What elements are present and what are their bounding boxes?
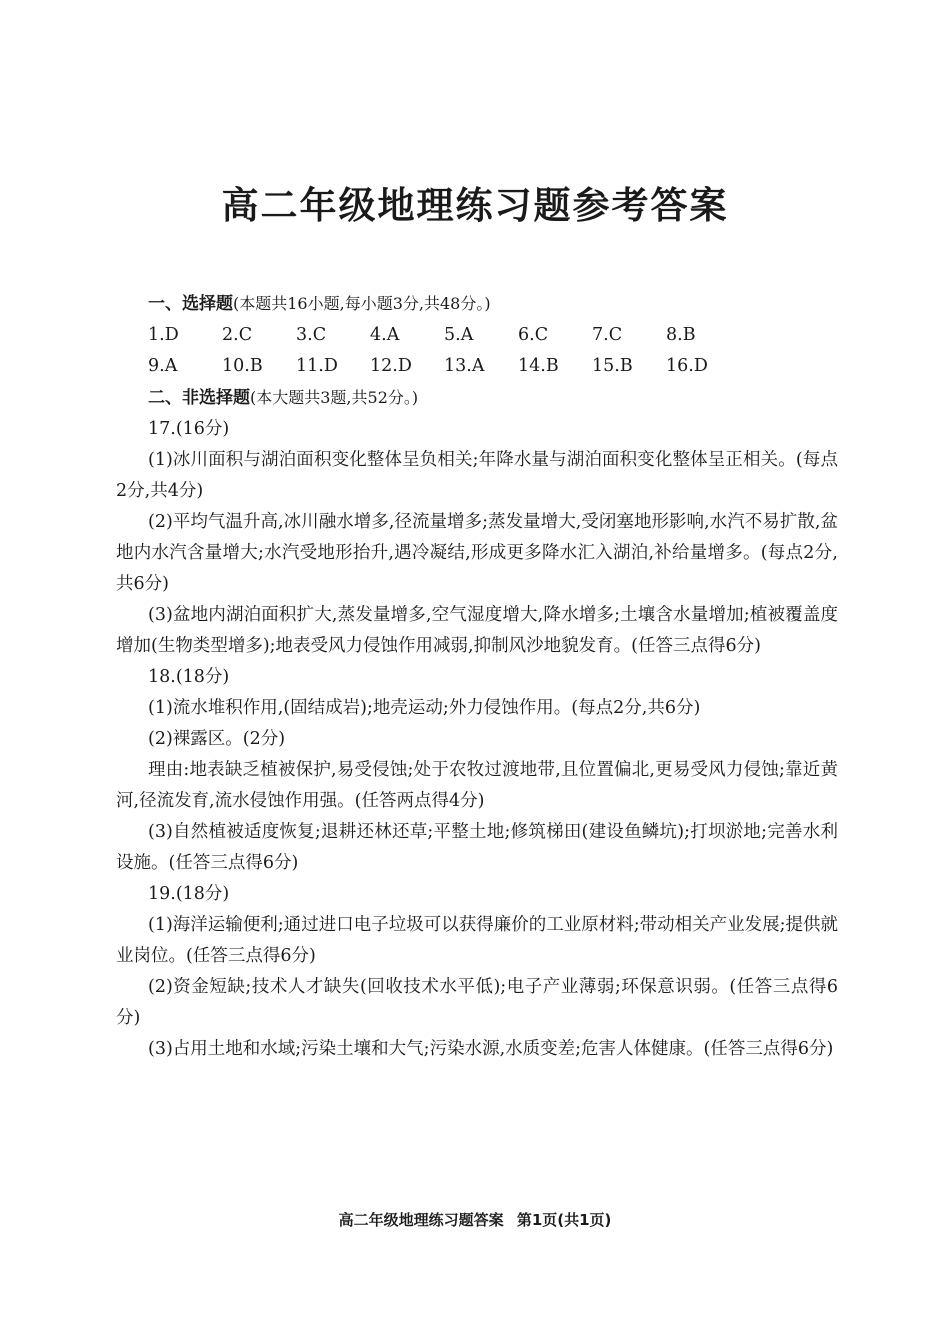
answer-content	[116, 288, 838, 1065]
choice-answer: 3.C	[296, 325, 327, 345]
section2-header	[116, 382, 838, 414]
section2-note: (本大题共3题,共52分。)	[250, 388, 419, 407]
choice-answer: 16.D	[666, 356, 708, 376]
section1-header	[116, 288, 838, 320]
choice-row-2	[116, 351, 838, 382]
q18-answer-1: (1)流水堆积作用,(固结成岩);地壳运动;外力侵蚀作用。(每点2分,共6分)	[148, 698, 701, 718]
page-title: 高二年级地理练习题参考答案	[221, 184, 729, 227]
q17-label: 17.(16分)	[148, 419, 230, 439]
choice-answer: 6.C	[518, 325, 549, 345]
choice-row-1	[116, 320, 838, 351]
choice-answer: 8.B	[666, 325, 696, 345]
choice-answer: 1.D	[148, 325, 179, 345]
q18-label: 18.(18分)	[148, 667, 230, 687]
section2-heading: 二、非选择题	[148, 388, 250, 408]
q18-reason: 理由:地表缺乏植被保护,易受侵蚀;处于农牧过渡地带,且位置偏北,更易受风力侵蚀;靠近黄河,径流发育,流水侵蚀作用强。(任答两点得4分)	[116, 760, 838, 811]
choice-answer: 4.A	[370, 325, 400, 345]
q17-answer-3: (3)盆地内湖泊面积扩大,蒸发量增多,空气湿度增大,降水增多;土壤含水量增加;植被覆盖度增加(生物类型增多);地表受风力侵蚀作用减弱,抑制风沙地貌发育。(任答三点得6分)	[116, 605, 838, 656]
choice-answer: 14.B	[518, 356, 559, 376]
choice-answer: 12.D	[370, 356, 412, 376]
q19-answer-1: (1)海洋运输便利;通过进口电子垃圾可以获得廉价的工业原材料;带动相关产业发展;提供就业岗位。(任答三点得6分)	[116, 915, 838, 966]
page-number: 第1页(共1页)	[516, 1211, 612, 1229]
q18-answer-2: (2)裸露区。(2分)	[148, 729, 286, 749]
choice-answer: 13.A	[444, 356, 485, 376]
choice-answer: 15.B	[592, 356, 633, 376]
q17-answer-2: (2)平均气温升高,冰川融水增多,径流量增多;蒸发量增大,受闭塞地形影响,水汽不易扩散,盆地内水汽含量增大;水汽受地形抬升,遇冷凝结,形成更多降水汇入湖泊,补给量增多。(每点2分,共6分)	[116, 512, 838, 594]
q19-label: 19.(18分)	[148, 884, 230, 904]
q17-answer-1: (1)冰川面积与湖泊面积变化整体呈负相关;年降水量与湖泊面积变化整体呈正相关。(每点2分,共4分)	[116, 450, 838, 501]
page-footer	[0, 1209, 950, 1230]
choice-answer: 7.C	[592, 325, 623, 345]
footer-title: 高二年级地理练习题答案	[338, 1211, 504, 1229]
section1-note: (本题共16小题,每小题3分,共48分。)	[233, 294, 491, 313]
choice-answer: 11.D	[296, 356, 338, 376]
section1-heading: 一、选择题	[148, 294, 233, 314]
q19-answer-3: (3)占用土地和水域;污染土壤和大气;污染水源,水质变差;危害人体健康。(任答三点得6分)	[148, 1039, 834, 1059]
choice-answer: 10.B	[222, 356, 263, 376]
q19-answer-2: (2)资金短缺;技术人才缺失(回收技术水平低);电子产业薄弱;环保意识弱。(任答三点得6分)	[116, 977, 838, 1028]
choice-answer: 2.C	[222, 325, 253, 345]
q18-answer-3: (3)自然植被适度恢复;退耕还林还草;平整土地;修筑梯田(建设鱼鳞坑);打坝淤地;完善水利设施。(任答三点得6分)	[116, 822, 838, 873]
choice-answer: 5.A	[444, 325, 474, 345]
choice-answer: 9.A	[148, 356, 178, 376]
